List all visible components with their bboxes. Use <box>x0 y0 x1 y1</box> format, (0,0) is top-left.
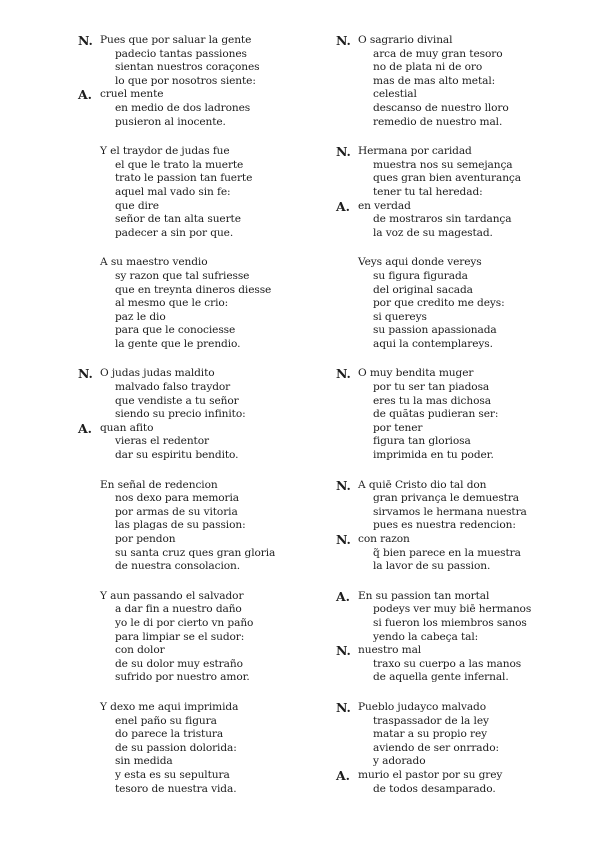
verse-line <box>358 297 600 311</box>
verse-line <box>358 213 600 227</box>
stanza <box>100 590 350 685</box>
verse-line <box>100 449 350 463</box>
stanza <box>100 145 350 240</box>
verse-line <box>358 631 600 645</box>
speaker-marker: N. <box>336 643 351 659</box>
verse-line <box>358 116 600 130</box>
verse-line <box>358 381 600 395</box>
verse-text: la voz de su magestad. <box>373 226 493 239</box>
verse-line <box>358 159 600 173</box>
verse-text: sientan nuestros coraçones <box>115 61 260 74</box>
verse-text: paz le dio <box>115 310 166 323</box>
verse-line <box>100 381 350 395</box>
verse-text: Y aun passando el salvador <box>100 589 244 602</box>
verse-text: cruel mente <box>100 88 164 101</box>
verse-line <box>100 102 350 116</box>
verse-text: y adorado <box>373 755 426 768</box>
verse-text: de aquella gente infernal. <box>373 671 509 684</box>
verse-line <box>100 227 350 241</box>
verse-line <box>358 603 600 617</box>
verse-text: do parece la tristura <box>115 728 224 741</box>
verse-text: y esta es su sepultura <box>115 768 230 781</box>
verse-line <box>100 256 350 270</box>
verse-line <box>100 492 350 506</box>
verse-line <box>358 742 600 756</box>
verse-line <box>100 172 350 186</box>
verse-text: por tu ser tan piadosa <box>373 381 490 394</box>
verse-text: Y el traydor de judas fue <box>100 145 230 158</box>
stanza <box>336 33 600 129</box>
verse-text: su passion apassionada <box>373 324 497 337</box>
verse-text: siendo su precio infinito: <box>115 408 246 421</box>
verse-text: enel paño su figura <box>115 714 217 727</box>
verse-text: las plagas de su passion: <box>115 519 246 532</box>
speaker-marker: A. <box>336 588 350 604</box>
verse-line <box>100 186 350 200</box>
verse-text: arca de muy gran tesoro <box>373 47 503 60</box>
verse-text: En señal de redencion <box>100 478 218 491</box>
verse-line <box>358 492 600 506</box>
verse-text: por armas de su vitoria <box>115 505 238 518</box>
verse-line <box>78 366 350 382</box>
verse-line <box>336 588 600 604</box>
verse-text: descanso de nuestro lloro <box>373 101 509 114</box>
stanza <box>336 366 600 462</box>
verse-line <box>358 422 600 436</box>
speaker-marker: A. <box>78 87 92 103</box>
verse-text: por tener <box>373 421 423 434</box>
verse-line <box>358 617 600 631</box>
verse-line <box>100 145 350 159</box>
verse-text: al mesmo que le crio: <box>115 297 229 310</box>
verse-line <box>100 742 350 756</box>
verse-text: eres tu la mas dichosa <box>373 394 491 407</box>
verse-line <box>100 658 350 672</box>
verse-text: O muy bendita muger <box>358 367 474 380</box>
verse-line <box>336 144 600 160</box>
verse-line <box>100 560 350 574</box>
verse-text: de todos desamparado. <box>373 782 496 795</box>
verse-line <box>358 435 600 449</box>
verse-line <box>78 420 350 436</box>
verse-text: padecio tantas passiones <box>115 47 247 60</box>
stanza <box>78 33 350 129</box>
verse-line <box>100 213 350 227</box>
verse-text: mas de mas alto metal: <box>373 74 496 87</box>
verse-text: para que le conociesse <box>115 324 236 337</box>
stanza <box>336 477 600 574</box>
verse-text: En su passion tan mortal <box>358 589 490 602</box>
verse-line <box>100 297 350 311</box>
verse-line <box>100 270 350 284</box>
verse-text: yendo la cabeça tal: <box>373 630 479 643</box>
speaker-marker: A. <box>336 198 350 214</box>
verse-text: pusieron al inocente. <box>115 115 226 128</box>
verse-line <box>358 256 600 270</box>
stanza <box>100 479 350 574</box>
verse-text: Veys aqui donde vereys <box>358 256 482 269</box>
verse-text: tener tu tal heredad: <box>373 185 483 198</box>
verse-line <box>100 408 350 422</box>
verse-text: la lavor de su passion. <box>373 560 491 573</box>
verse-line <box>336 699 600 715</box>
verse-text: aquel mal vado sin fe: <box>115 185 231 198</box>
speaker-marker: N. <box>336 699 351 715</box>
verse-text: para limpiar se el sudor: <box>115 630 245 643</box>
verse-line <box>100 783 350 797</box>
verse-line <box>336 643 600 659</box>
verse-line <box>100 533 350 547</box>
verse-text: señor de tan alta suerte <box>115 213 241 226</box>
verse-text: de nuestra consolacion. <box>115 560 241 573</box>
verse-text: Hermana por caridad <box>358 145 472 158</box>
verse-line <box>358 102 600 116</box>
verse-text: de su dolor muy estraño <box>115 657 243 670</box>
verse-text: traxo su cuerpo a las manos <box>373 657 522 670</box>
verse-line <box>336 532 600 547</box>
verse-text: matar a su propio rey <box>373 728 488 741</box>
verse-line <box>358 75 600 89</box>
verse-text: aqui la contemplareys. <box>373 337 493 350</box>
verse-line <box>358 728 600 742</box>
verse-line <box>358 671 600 685</box>
verse-text: imprimida en tu poder. <box>373 449 494 462</box>
left-column <box>78 33 350 812</box>
verse-text: el que le trato la muerte <box>115 158 244 171</box>
verse-line <box>358 88 600 102</box>
verse-text: trato le passion tan fuerte <box>115 172 253 185</box>
verse-text: vieras el redentor <box>115 435 209 448</box>
verse-text: A su maestro vendio <box>100 256 208 269</box>
verse-text: tesoro de nuestra vida. <box>115 782 237 795</box>
verse-text: sirvamos le hermana nuestra <box>373 505 527 518</box>
verse-text: por que credito me deys: <box>373 297 505 310</box>
stanza <box>336 699 600 796</box>
verse-line <box>358 547 600 561</box>
verse-line <box>358 172 600 186</box>
verse-text: yo le di por cierto vn paño <box>115 616 254 629</box>
speaker-marker: A. <box>78 420 92 436</box>
verse-line <box>100 159 350 173</box>
verse-text: nos dexo para memoria <box>115 492 240 505</box>
verse-line <box>100 603 350 617</box>
verse-line <box>78 87 350 103</box>
verse-text: Pueblo judayco malvado <box>358 700 487 713</box>
verse-line <box>336 477 600 493</box>
verse-line <box>100 547 350 561</box>
right-column <box>336 33 600 812</box>
verse-line <box>100 506 350 520</box>
verse-line <box>100 75 350 89</box>
speaker-marker: N. <box>336 366 351 382</box>
verse-text: que dire <box>115 199 159 212</box>
verse-line <box>100 769 350 783</box>
verse-text: padecer a sin por que. <box>115 226 234 239</box>
verse-line <box>100 644 350 658</box>
verse-line <box>100 200 350 214</box>
verse-line <box>100 395 350 409</box>
speaker-marker: N. <box>336 532 351 547</box>
verse-line <box>100 338 350 352</box>
verse-text: no de plata ni de oro <box>373 61 483 74</box>
verse-line <box>358 408 600 422</box>
verse-text: del original sacada <box>373 283 473 296</box>
verse-line <box>336 767 600 783</box>
verse-line <box>100 631 350 645</box>
verse-text: malvado falso traydor <box>115 381 231 394</box>
verse-text: que vendiste a tu señor <box>115 394 239 407</box>
verse-line <box>100 728 350 742</box>
speaker-marker: N. <box>78 33 93 48</box>
verse-text: Pues que por saluar la gente <box>100 34 252 46</box>
verse-line <box>100 435 350 449</box>
stanza <box>100 256 350 351</box>
verse-text: sin medida <box>115 755 173 768</box>
verse-text: si quereys <box>373 310 427 323</box>
verse-line <box>358 560 600 574</box>
verse-line <box>358 519 600 533</box>
verse-line <box>358 270 600 284</box>
verse-text: O judas judas maldito <box>100 367 215 380</box>
verse-line <box>358 227 600 241</box>
verse-text: celestial <box>373 88 417 101</box>
verse-text: dar su espiritu bendito. <box>115 449 239 462</box>
verse-line <box>358 658 600 672</box>
verse-text: aviendo de ser onrrado: <box>373 741 499 754</box>
verse-line <box>336 33 600 48</box>
verse-text: sy razon que tal sufriesse <box>115 269 250 282</box>
speaker-marker: N. <box>336 144 351 160</box>
verse-text: quan afito <box>100 421 154 434</box>
verse-text: remedio de nuestro mal. <box>373 115 503 128</box>
verse-text: A quiē Cristo dio tal don <box>358 478 487 491</box>
verse-text: en verdad <box>358 199 411 212</box>
verse-text: su santa cruz ques gran gloria <box>115 546 276 559</box>
verse-text: de mostraros sin tardança <box>373 213 512 226</box>
verse-line <box>100 617 350 631</box>
verse-line <box>358 324 600 338</box>
verse-line <box>358 506 600 520</box>
verse-text: muestra nos su semejança <box>373 158 513 171</box>
verse-line <box>358 783 600 797</box>
verse-line <box>100 324 350 338</box>
verse-line <box>358 48 600 62</box>
stanza <box>336 588 600 685</box>
verse-text: por pendon <box>115 533 176 545</box>
verse-text: murio el pastor por su grey <box>358 768 503 781</box>
speaker-marker: N. <box>78 366 93 382</box>
verse-line <box>100 284 350 298</box>
speaker-marker: N. <box>336 33 351 48</box>
verse-line <box>336 366 600 382</box>
verse-line <box>358 338 600 352</box>
verse-text: a dar fin a nuestro daño <box>115 603 242 616</box>
verse-line <box>358 395 600 409</box>
verse-text: O sagrario divinal <box>358 34 453 46</box>
verse-line <box>100 671 350 685</box>
verse-text: su figura figurada <box>373 269 468 282</box>
verse-text: de quãtas pudieran ser: <box>373 408 499 421</box>
verse-text: ques gran bien aventurança <box>373 172 521 185</box>
verse-text: si fueron los miembros sanos <box>373 616 527 629</box>
verse-text: podeys ver muy biē hermanos <box>373 603 532 616</box>
verse-text: la gente que le prendio. <box>115 337 241 350</box>
verse-line <box>358 61 600 75</box>
verse-line <box>100 48 350 62</box>
verse-text: con dolor <box>115 644 165 657</box>
verse-line <box>100 590 350 604</box>
verse-text: figura tan gloriosa <box>373 435 471 448</box>
verse-line <box>100 479 350 493</box>
verse-line <box>358 715 600 729</box>
verse-text: lo que por nosotros siente: <box>115 74 256 87</box>
verse-text: Y dexo me aqui imprimida <box>100 700 239 713</box>
verse-line <box>358 449 600 463</box>
verse-text: sufrido por nuestro amor. <box>115 671 250 684</box>
verse-text: traspassador de la ley <box>373 714 489 727</box>
verse-line <box>100 755 350 769</box>
verse-text: con razon <box>358 533 410 545</box>
verse-line <box>358 311 600 325</box>
stanza <box>358 256 600 351</box>
verse-text: pues es nuestra redencion: <box>373 519 516 532</box>
stanza <box>78 366 350 462</box>
verse-text: q̃ bien parece en la muestra <box>373 546 521 559</box>
verse-line <box>100 701 350 715</box>
verse-line <box>100 61 350 75</box>
verse-text: nuestro mal <box>358 644 422 657</box>
speaker-marker: N. <box>336 477 351 493</box>
verse-line <box>100 715 350 729</box>
verse-line <box>100 311 350 325</box>
verse-line <box>100 116 350 130</box>
verse-text: gran privança le demuestra <box>373 492 520 505</box>
verse-text: de su passion dolorida: <box>115 741 237 754</box>
stanza <box>100 701 350 796</box>
verse-line <box>100 519 350 533</box>
stanza <box>336 144 600 240</box>
verse-line <box>78 33 350 48</box>
verse-line <box>358 186 600 200</box>
speaker-marker: A. <box>336 767 350 783</box>
verse-text: en medio de dos ladrones <box>115 101 251 114</box>
verse-line <box>336 198 600 214</box>
verse-text: que en treynta dineros diesse <box>115 283 272 296</box>
verse-line <box>358 284 600 298</box>
verse-line <box>358 755 600 769</box>
